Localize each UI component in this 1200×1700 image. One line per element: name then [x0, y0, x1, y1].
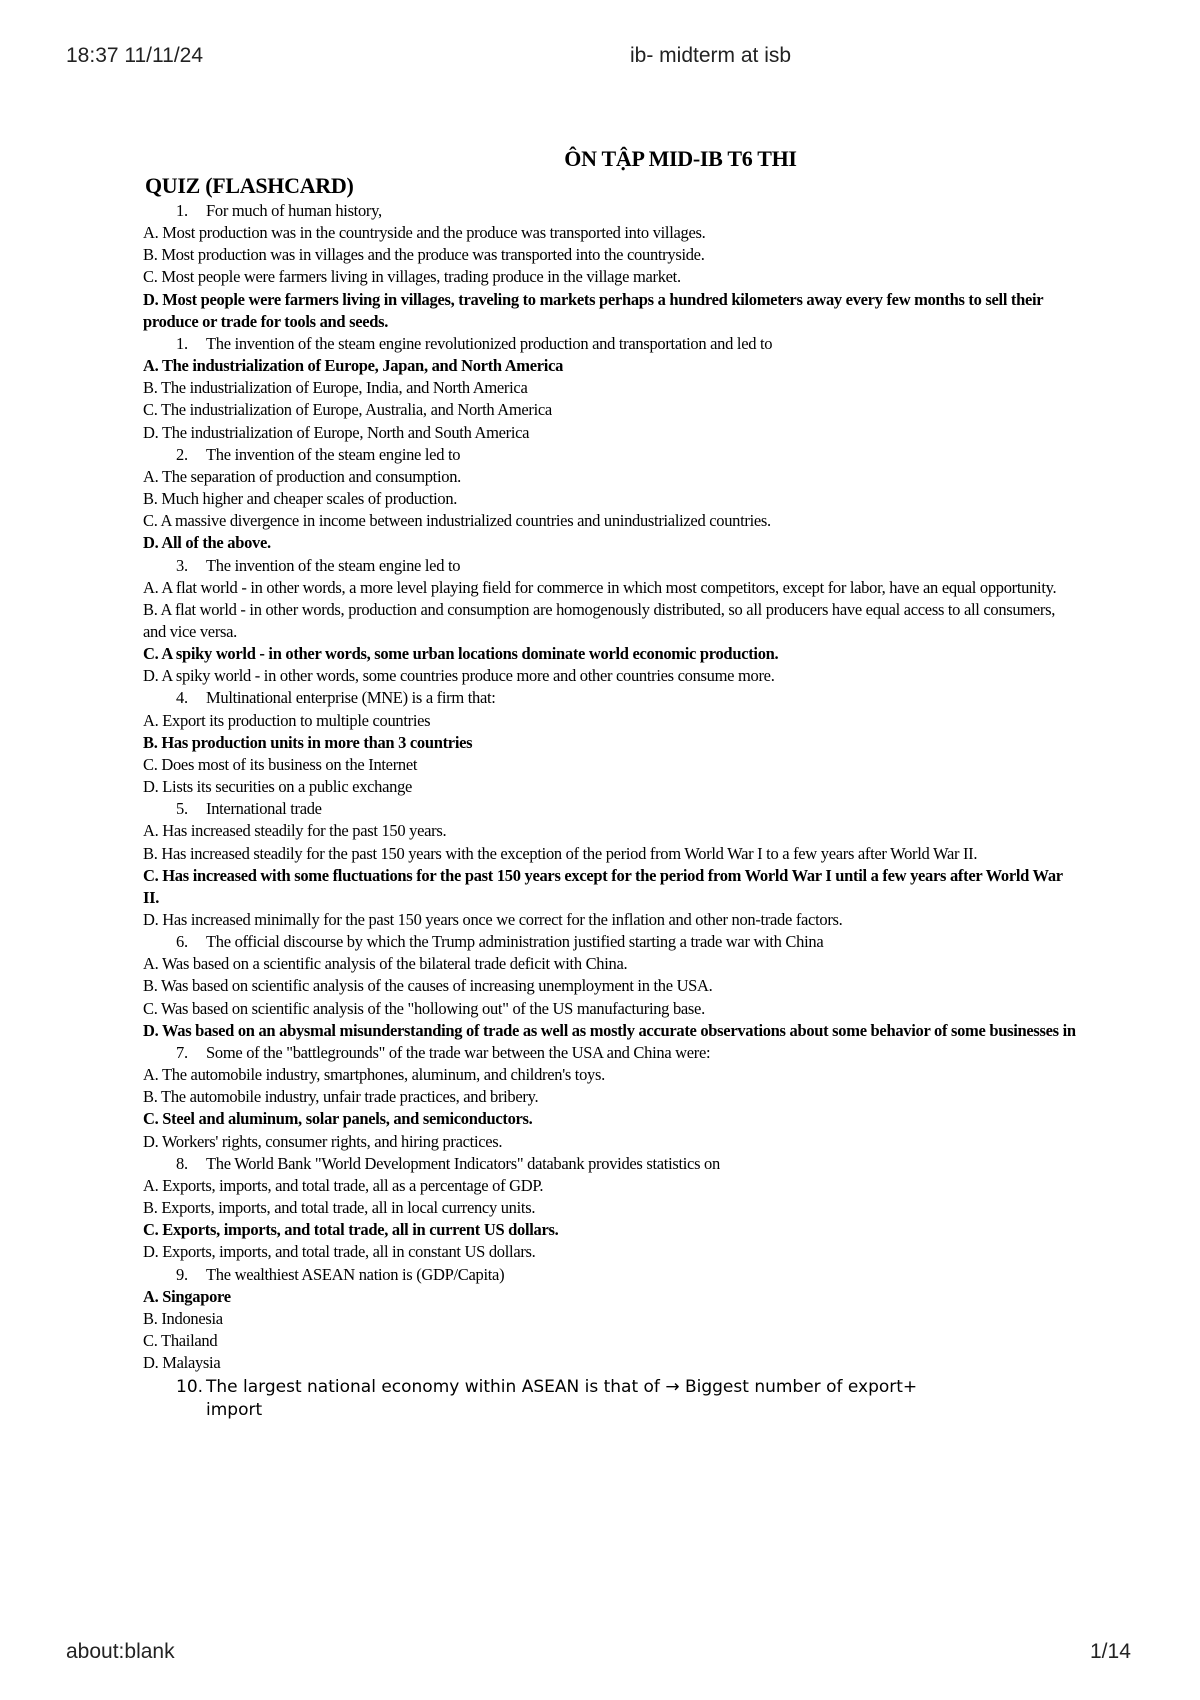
question-stem: [143, 555, 1078, 577]
answer-option-correct: B. Has production units in more than 3 countries: [143, 732, 473, 752]
answer-option: B. Most production was in villages and the produce was transported into the countryside.: [143, 245, 705, 265]
answer-option: A. Has increased steadily for the past 150 years.: [143, 821, 447, 841]
question-text: Some of the "battlegrounds" of the trade war between the USA and China were:: [206, 1042, 711, 1062]
answer-option-correct: D. Was based on an abysmal misunderstanding of trade as well as mostly accurate observations about some behavior of some businesses in: [143, 1020, 1076, 1040]
question-item: [143, 931, 1078, 1042]
question-item: [143, 444, 1078, 555]
answer-option: C. Was based on scientific analysis of the "hollowing out" of the US manufacturing base.: [143, 998, 705, 1018]
answer-option: B. Has increased steadily for the past 150 years with the exception of the period from World War I to a few years after World War II.: [143, 843, 978, 863]
answer-option: B. Indonesia: [143, 1308, 223, 1328]
question-text: The invention of the steam engine led to: [206, 555, 461, 575]
question-text: The wealthiest ASEAN nation is (GDP/Capita): [206, 1264, 505, 1284]
question-number: 6.: [176, 932, 188, 952]
print-document-name: ib- midterm at isb: [630, 44, 792, 67]
question-number: 8.: [176, 1153, 188, 1173]
answer-option: D. Workers' rights, consumer rights, and hiring practices.: [143, 1131, 503, 1151]
answer-option: D. Malaysia: [143, 1353, 221, 1373]
document-subtitle: QUIZ (FLASHCARD): [145, 173, 354, 198]
question-item: [143, 1376, 1078, 1422]
answer-option: A. The automobile industry, smartphones, aluminum, and children's toys.: [143, 1065, 605, 1085]
question-number: 10.: [176, 1377, 204, 1398]
question-item: [143, 1153, 1078, 1264]
document-title: ÔN TẬP MID-IB T6 THI: [564, 146, 797, 171]
answer-option: C. Does most of its business on the Internet: [143, 754, 418, 774]
question-text: The official discourse by which the Trump administration justified starting a trade war with China: [206, 932, 824, 952]
question-number: 2.: [176, 444, 188, 464]
question-item: [143, 200, 1078, 333]
question-text: The invention of the steam engine led to: [206, 444, 461, 464]
answer-option-correct: D. Most people were farmers living in villages, traveling to markets perhaps a hundred kilometers away every few months to sell their produce or trade for tools and seeds.: [143, 289, 1044, 331]
question-text: The largest national economy within ASEAN is that of → Biggest number of export+ import: [206, 1377, 918, 1421]
question-number: 1.: [176, 201, 188, 220]
print-datetime: 18:37 11/11/24: [66, 44, 204, 67]
answer-option: D. Has increased minimally for the past 150 years once we correct for the inflation and other non-trade factors.: [143, 910, 843, 929]
answer-option-correct: A. Singapore: [143, 1286, 231, 1306]
answer-option: A. The separation of production and consumption.: [143, 466, 461, 486]
question-item: [143, 1042, 1078, 1153]
question-text: Multinational enterprise (MNE) is a firm that:: [206, 688, 496, 708]
answer-option: B. The automobile industry, unfair trade practices, and bribery.: [143, 1087, 539, 1107]
question-stem: [143, 333, 1078, 355]
answer-option: B. A flat world - in other words, production and consumption are homogenously distributed, so all producers have equal access to all consumers, and vice versa.: [143, 599, 1056, 641]
answer-option: D. Lists its securities on a public exchange: [143, 777, 413, 797]
question-text: For much of human history,: [206, 201, 382, 220]
question-stem: [143, 1042, 1078, 1064]
answer-option-correct: C. A spiky world - in other words, some urban locations dominate world economic production.: [143, 644, 779, 664]
answer-option: A. Exports, imports, and total trade, all as a percentage of GDP.: [143, 1175, 544, 1195]
answer-option: B. Much higher and cheaper scales of production.: [143, 489, 458, 509]
answer-option: A. Export its production to multiple countries: [143, 710, 431, 730]
answer-option: B. The industrialization of Europe, India, and North America: [143, 378, 528, 398]
answer-option: C. A massive divergence in income between industrialized countries and unindustrialized countries.: [143, 511, 771, 531]
answer-option: C. Thailand: [143, 1330, 218, 1350]
answer-option: A. A flat world - in other words, a more level playing field for commerce in which most competitors, except for labor, have an equal opportunity.: [143, 577, 1057, 597]
question-item: [143, 555, 1078, 688]
question-item: [143, 1264, 1078, 1375]
page-number: 1/14: [1090, 1640, 1131, 1663]
question-number: 3.: [176, 555, 188, 575]
answer-option: D. A spiky world - in other words, some countries produce more and other countries consume more.: [143, 666, 775, 686]
question-number: 4.: [176, 688, 188, 708]
answer-option: B. Was based on scientific analysis of the causes of increasing unemployment in the USA.: [143, 976, 713, 996]
answer-option-correct: A. The industrialization of Europe, Japan, and North America: [143, 356, 564, 376]
question-item: [143, 687, 1078, 798]
question-stem: [143, 1264, 1078, 1286]
answer-option: C. The industrialization of Europe, Australia, and North America: [143, 400, 552, 420]
answer-option-correct: C. Has increased with some fluctuations for the past 150 years except for the period from World War I until a few years after World War II.: [143, 865, 1063, 907]
answer-option: D. Exports, imports, and total trade, all in constant US dollars.: [143, 1242, 536, 1262]
question-stem: [143, 687, 1078, 709]
question-item: [143, 333, 1078, 444]
answer-option: B. Exports, imports, and total trade, all in local currency units.: [143, 1198, 536, 1218]
answer-option-correct: C. Steel and aluminum, solar panels, and semiconductors.: [143, 1109, 533, 1129]
question-number: 1.: [176, 333, 188, 353]
print-url: about:blank: [66, 1640, 175, 1663]
question-text: International trade: [206, 799, 322, 819]
answer-option: C. Most people were farmers living in villages, trading produce in the village market.: [143, 267, 681, 287]
answer-option-correct: C. Exports, imports, and total trade, all in current US dollars.: [143, 1220, 559, 1240]
question-number: 7.: [176, 1042, 188, 1062]
question-stem: [143, 444, 1078, 466]
question-stem: [143, 798, 1078, 820]
question-list: [143, 200, 1078, 1374]
question-text: The invention of the steam engine revolutionized production and transportation and led to: [206, 333, 773, 353]
answer-option: D. The industrialization of Europe, North and South America: [143, 422, 530, 442]
question-stem: [143, 1153, 1078, 1175]
question-text: The World Bank "World Development Indicators" databank provides statistics on: [206, 1153, 720, 1173]
document-body: [143, 146, 1078, 1422]
question-stem: [143, 200, 1078, 222]
question-number: 9.: [176, 1264, 188, 1284]
question-item: [143, 798, 1078, 931]
answer-option: A. Was based on a scientific analysis of the bilateral trade deficit with China.: [143, 954, 628, 974]
question-number: 5.: [176, 799, 188, 819]
answer-option-correct: D. All of the above.: [143, 533, 271, 553]
answer-option: A. Most production was in the countryside and the produce was transported into villages.: [143, 223, 706, 243]
question-stem: [143, 931, 1078, 953]
